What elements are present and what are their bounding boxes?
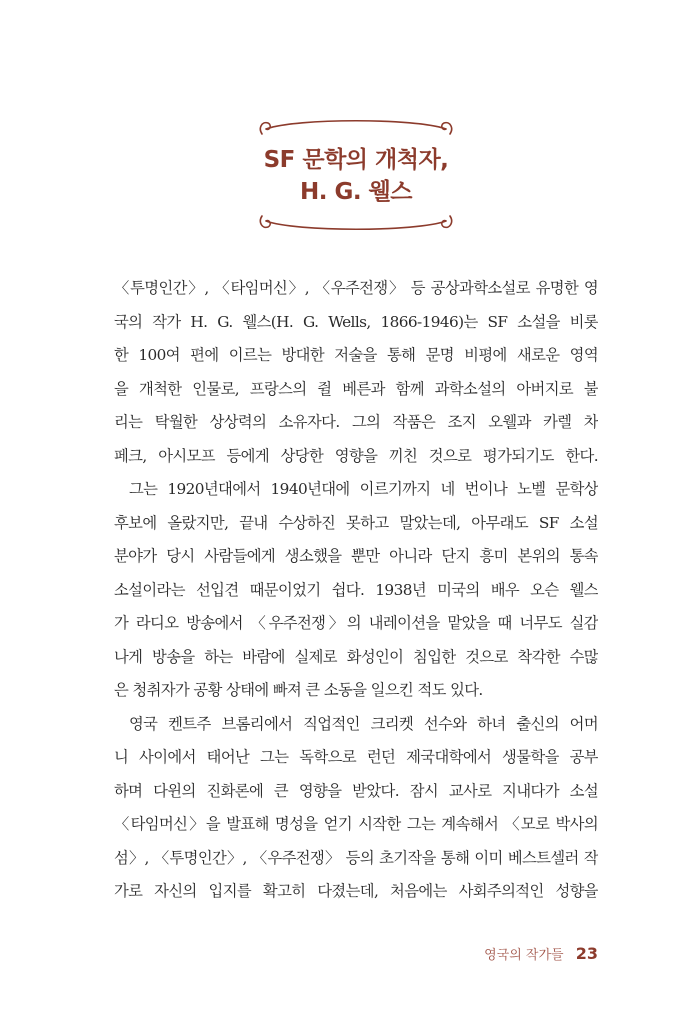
body-text — [114, 272, 598, 909]
text-line: 그는 1920년대에서 1940년대에 이르기까지 네 번이나 노벨 문학상 — [129, 480, 598, 498]
page-number: 23 — [575, 944, 598, 963]
text-line: 을 개척한 인물로, 프랑스의 쥘 베른과 함께 과학소설의 아버지로 불 — [114, 379, 598, 398]
text-line: 리는 탁월한 상상력의 소유자다. 그의 작품은 조지 오웰과 카렐 차 — [114, 413, 598, 431]
chapter-title — [216, 144, 496, 208]
text-line: 하며 다윈의 진화론에 큰 영향을 받았다. 잠시 교사로 지내다가 소설 — [114, 781, 598, 800]
ornament-top-icon — [256, 116, 456, 138]
text-line: 〈투명인간〉, 〈타임머신〉, 〈우주전쟁〉 등 공상과학소설로 유명한 영 — [114, 279, 598, 297]
text-line: 소설이라는 선입견 때문이었기 쉽다. 1938년 미국의 배우 오슨 웰스 — [114, 580, 598, 599]
text-line: 영국 켄트주 브롬리에서 직업적인 크리켓 선수와 하녀 출신의 어머 — [129, 714, 598, 733]
text-line: 가 라디오 방송에서 〈우주전쟁〉의 내레이션을 맡았을 때 너무도 실감 — [114, 614, 598, 632]
paragraph-2 — [114, 473, 598, 708]
paragraph-1 — [114, 272, 598, 473]
chapter-title-line-1: SF 문학의 개척자, — [263, 147, 449, 173]
text-line: 한 100여 편에 이르는 방대한 저술을 통해 문명 비평에 새로운 영역 — [114, 346, 598, 364]
chapter-title-line-2: H. G. 웰스 — [299, 179, 413, 205]
page-footer — [484, 944, 598, 963]
text-line: 은 청취자가 공황 상태에 빠져 큰 소동을 일으킨 적도 있다. — [114, 681, 483, 699]
text-line: 국의 작가 H. G. 웰스(H. G. Wells, 1866-1946)는 SF 소설을 비롯 — [114, 312, 598, 331]
running-section-title: 영국의 작가들 — [484, 948, 564, 963]
paragraph-3 — [114, 708, 598, 909]
text-line: 가로 자신의 입지를 확고히 다졌는데, 처음에는 사회주의적인 성향을 — [114, 882, 598, 900]
text-line: 니 사이에서 태어난 그는 독학으로 런던 제국대학에서 생물학을 공부 — [114, 748, 598, 766]
chapter-title-block — [256, 116, 456, 236]
text-line: 분야가 당시 사람들에게 생소했을 뿐만 아니라 단지 흥미 본위의 통속 — [114, 547, 598, 565]
text-line: 나게 방송을 하는 바람에 실제로 화성인이 침입한 것으로 착각한 수많 — [114, 647, 598, 666]
text-line: 〈타임머신〉을 발표해 명성을 얻기 시작한 그는 계속해서 〈모로 박사의 — [114, 815, 598, 833]
ornament-bottom-icon — [256, 212, 456, 234]
text-line: 페크, 아시모프 등에게 상당한 영향을 끼친 것으로 평가되기도 한다. — [114, 446, 598, 465]
text-line: 후보에 올랐지만, 끝내 수상하진 못하고 말았는데, 아무래도 SF 소설 — [114, 513, 598, 532]
text-line: 섬〉, 〈투명인간〉, 〈우주전쟁〉 등의 초기작을 통해 이미 베스트셀러 작 — [114, 848, 598, 867]
